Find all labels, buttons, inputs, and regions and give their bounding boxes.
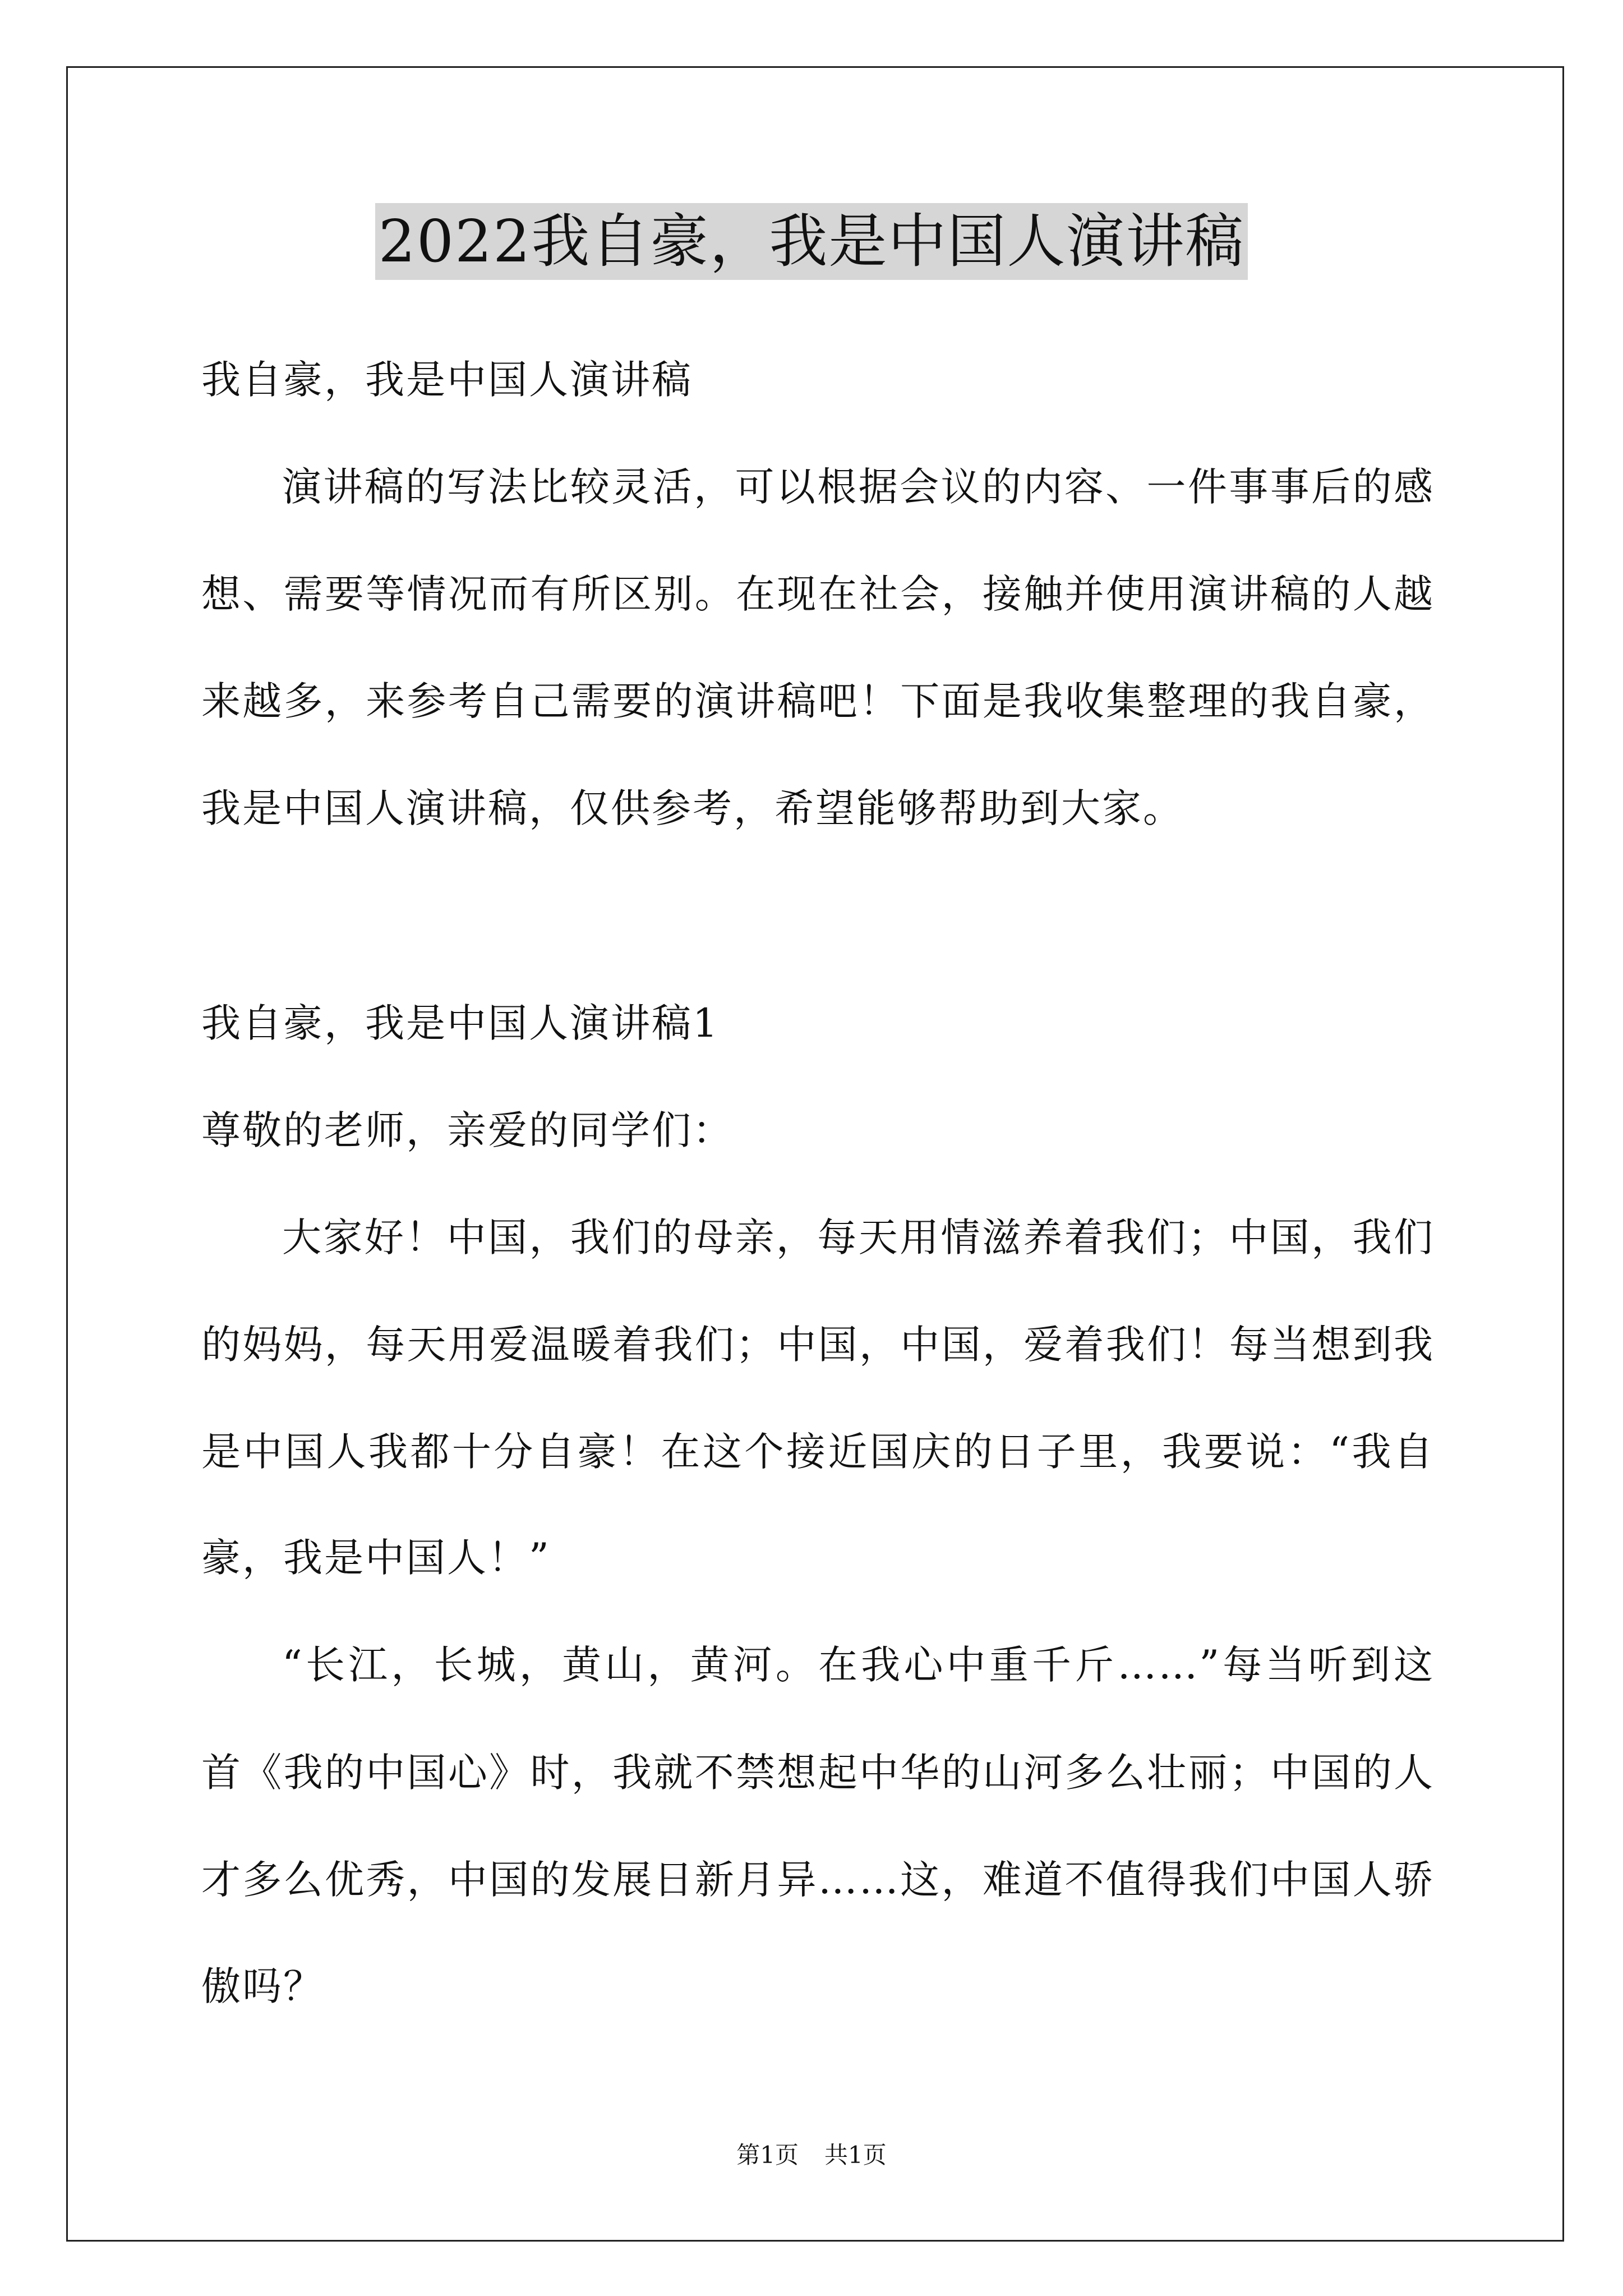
document-subtitle: 我自豪，我是中国人演讲稿 (201, 357, 693, 403)
page-number-total: 共1页 (824, 2141, 887, 2169)
section-heading: 我自豪，我是中国人演讲稿1 (201, 1000, 720, 1046)
paragraph-line: 才多么优秀，中国的发展日新月异……这，难道不值得我们中国人骄 (201, 1857, 1435, 1903)
paragraph-line: 豪，我是中国人！” (201, 1535, 551, 1581)
intro-line: 我是中国人演讲稿，仅供参考，希望能够帮助到大家。 (201, 785, 1184, 831)
intro-line: 来越多，来参考自己需要的演讲稿吧！下面是我收集整理的我自豪， (201, 678, 1435, 724)
paragraph-line: 傲吗？ (201, 1963, 324, 2009)
page-footer (0, 2138, 1623, 2172)
page-number-current: 第1页 (736, 2141, 799, 2169)
paragraph-line: 大家好！中国，我们的母亲，每天用情滋养着我们；中国，我们 (282, 1214, 1435, 1260)
paragraph-line: “长江，长城，黄山，黄河。在我心中重千斤……”每当听到这 (282, 1642, 1435, 1688)
paragraph-line: 是中国人我都十分自豪！在这个接近国庆的日子里，我要说：“我自 (201, 1429, 1435, 1475)
paragraph-line: 首《我的中国心》时，我就不禁想起中华的山河多么壮丽；中国的人 (201, 1750, 1435, 1796)
document-title: 2022我自豪，我是中国人演讲稿 (375, 203, 1248, 280)
salutation: 尊敬的老师，亲爱的同学们： (201, 1107, 734, 1153)
title-container (0, 203, 1623, 280)
intro-line: 演讲稿的写法比较灵活，可以根据会议的内容、一件事事后的感 (282, 464, 1435, 510)
intro-line: 想、需要等情况而有所区别。在现在社会，接触并使用演讲稿的人越 (201, 571, 1435, 617)
paragraph-line: 的妈妈，每天用爱温暖着我们；中国，中国，爱着我们！每当想到我 (201, 1322, 1435, 1368)
